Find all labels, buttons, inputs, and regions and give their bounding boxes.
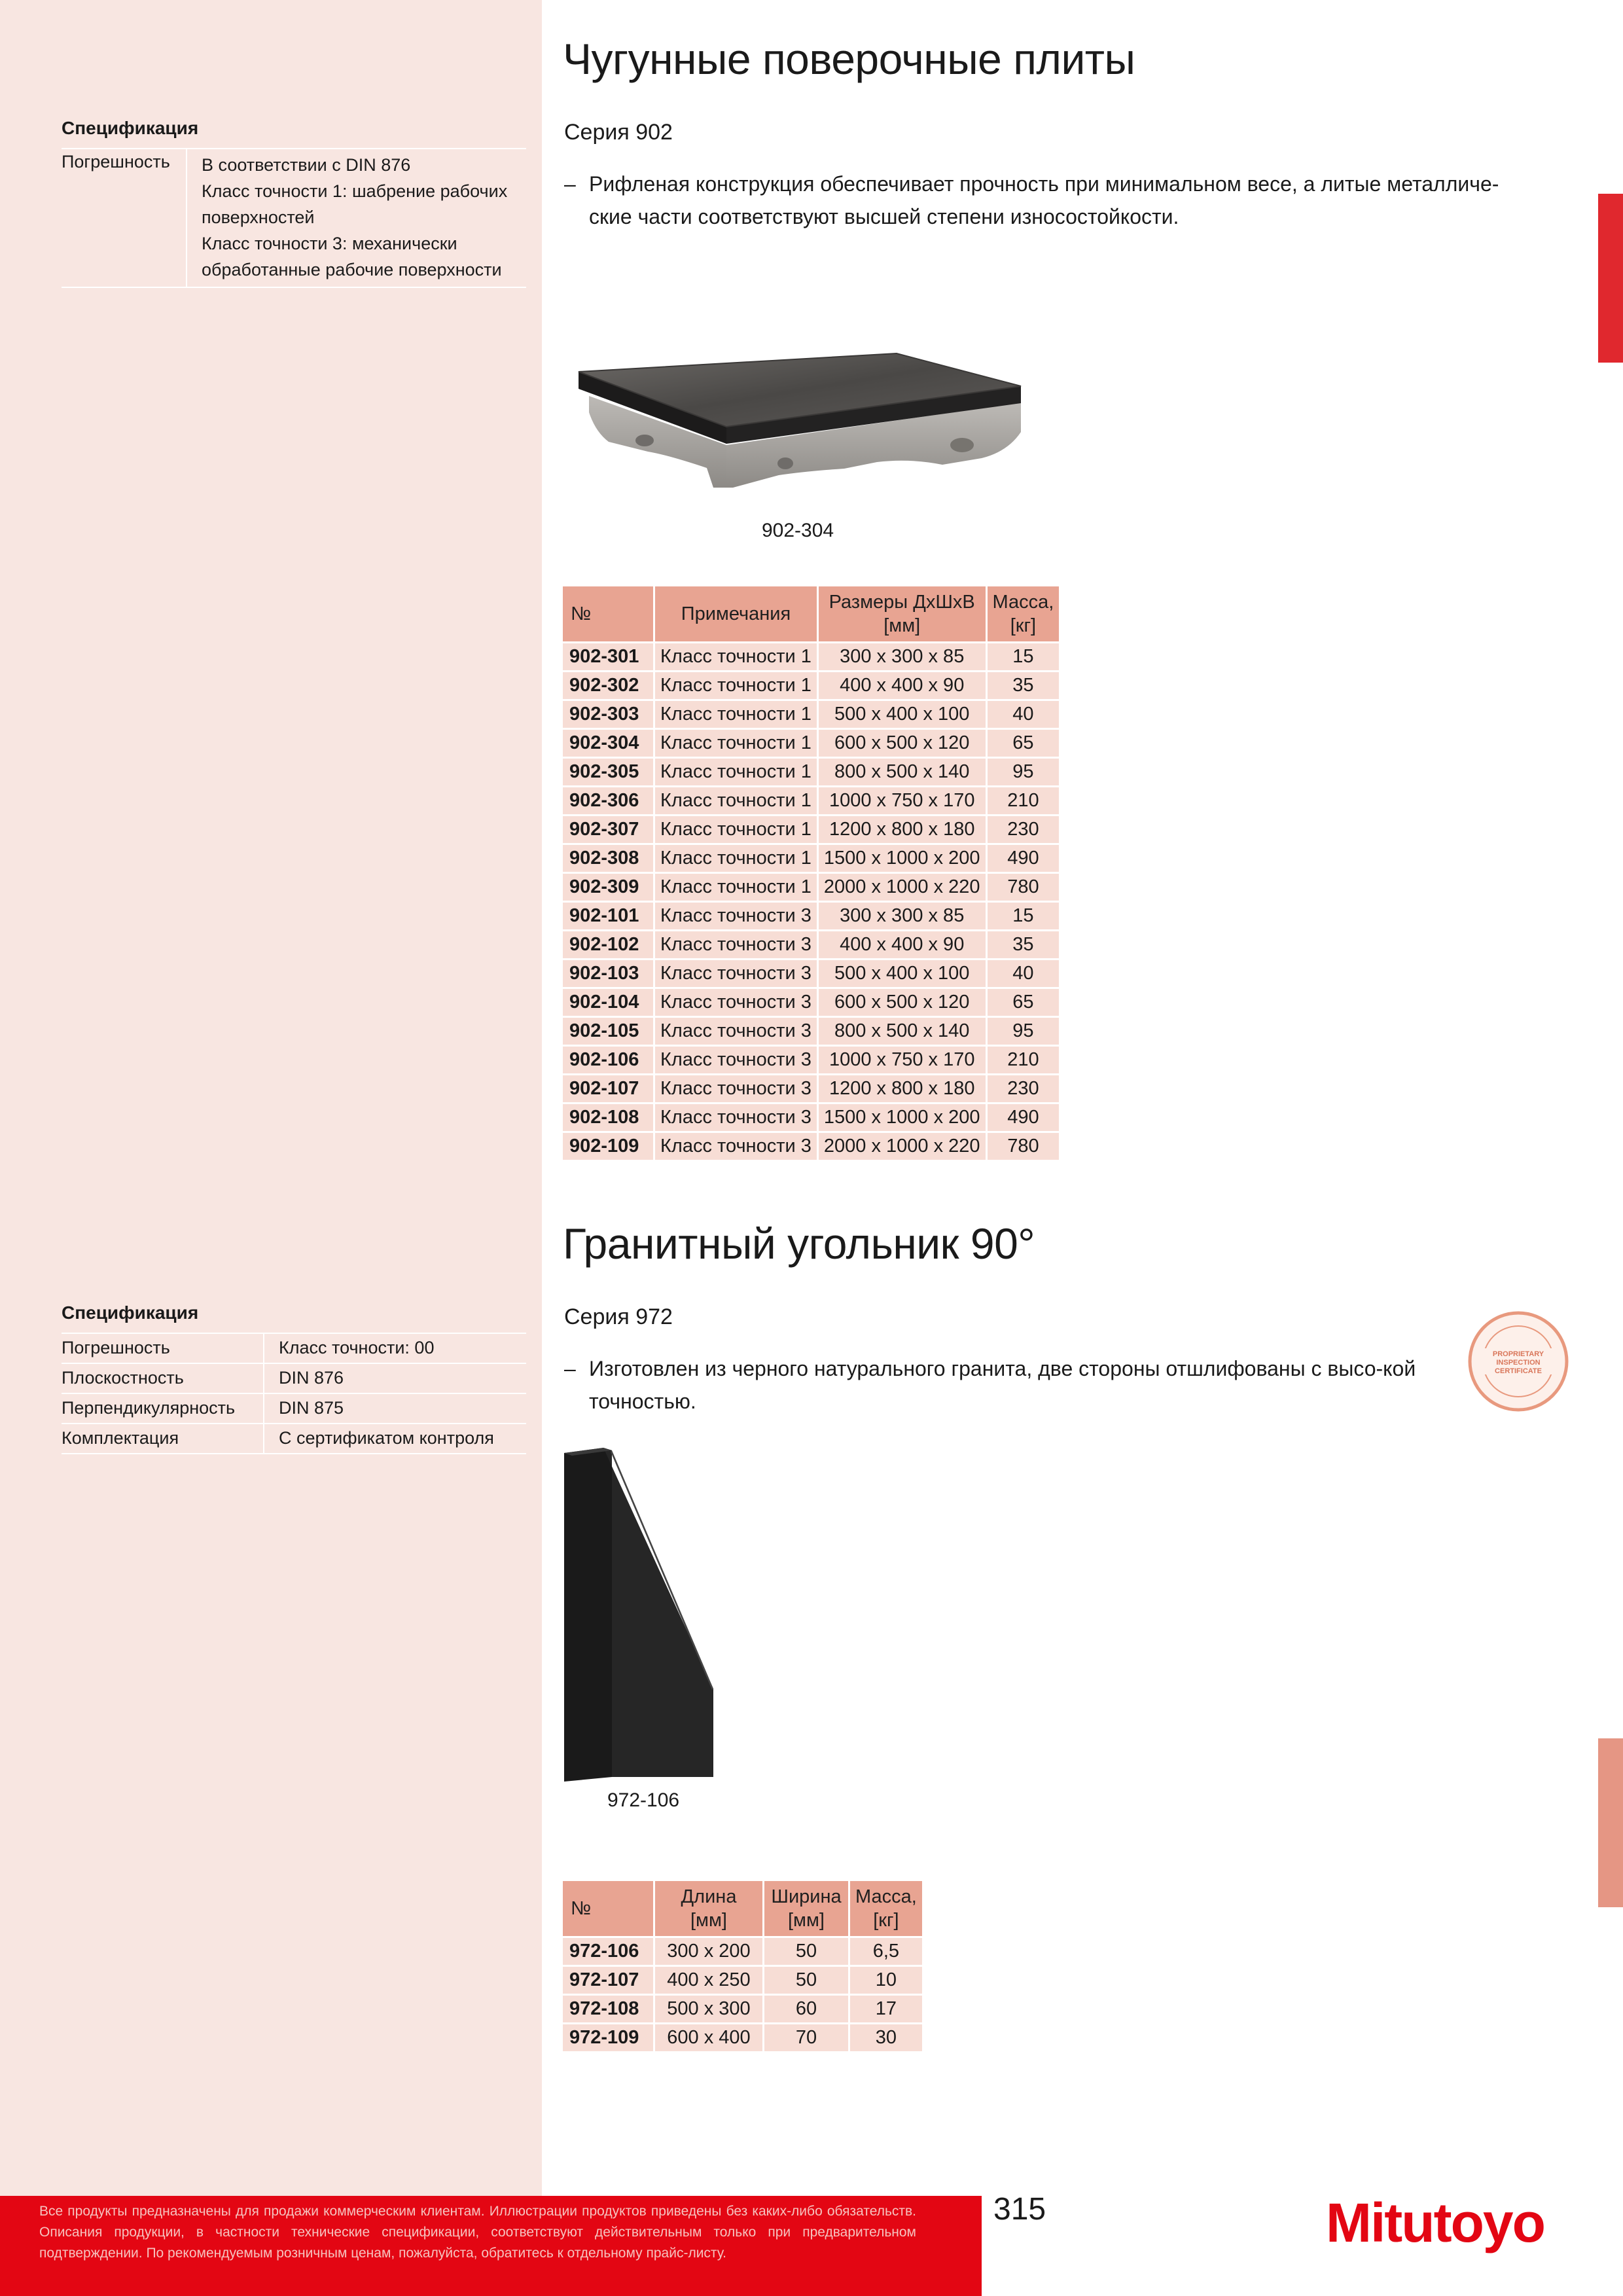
table-cell: Класс точности 3 [654, 1132, 818, 1161]
table-cell: 902-305 [563, 758, 654, 787]
table-row [563, 931, 1060, 960]
table-cell: 400 x 400 x 90 [817, 672, 986, 700]
col-header-line: Размеры ДхШхВ [829, 592, 975, 613]
table-cell: 2000 x 1000 x 220 [817, 873, 986, 902]
spec-key: Перпендикулярность [62, 1398, 236, 1418]
product-table-902 [563, 586, 1061, 1162]
table-row [563, 1132, 1060, 1161]
table-cell: 902-108 [563, 1103, 654, 1132]
table-cell: 902-302 [563, 672, 654, 700]
mitutoyo-logo: Mitutoyo [1326, 2192, 1544, 2253]
col-header-width [764, 1881, 849, 1937]
spec-value: DIN 876 [263, 1364, 344, 1393]
table-row [563, 729, 1060, 758]
table-cell: 972-109 [563, 2024, 654, 2053]
description-text: Рифленая конструкция обеспечивает прочность при минимальном весе, а литые металличе-ские части соответствуют высшей степени износостойкости. [589, 172, 1499, 228]
table-row [563, 1046, 1060, 1075]
footer-disclaimer-text: Все продукты предназначены для продажи коммерческим клиентам. Иллюстрации продуктов приведены без каких-либо обязательств. Описания продукции, в частности технические спецификации, соответствуют действительным только при предварительном подтверждении. По рекомендуемым розничным ценам, пожалуйста, обратитесь к отдельному прайс-листу. [39, 2204, 916, 2261]
col-header-line: [мм] [788, 1910, 825, 1931]
table-cell: 972-107 [563, 1966, 654, 1995]
table-row [563, 1937, 923, 1966]
table-cell: 6,5 [849, 1937, 923, 1966]
section-title-granite-square: Гранитный угольник 90° [563, 1219, 1035, 1268]
table-cell: Класс точности 1 [654, 816, 818, 844]
inspection-certificate-stamp-icon [1466, 1309, 1571, 1414]
table-cell: 95 [986, 1017, 1060, 1046]
table-row [563, 643, 1060, 672]
granite-square-image [563, 1446, 720, 1787]
table-cell: 10 [849, 1966, 923, 1995]
chapter-tab-marker [1598, 194, 1623, 363]
table-cell: 400 x 400 x 90 [817, 931, 986, 960]
product-description [564, 168, 1533, 233]
table-cell: 30 [849, 2024, 923, 2053]
list-dash: – [564, 1357, 576, 1380]
table-row [563, 1995, 923, 2024]
table-cell: Класс точности 1 [654, 729, 818, 758]
table-cell: 490 [986, 1103, 1060, 1132]
table-row [563, 873, 1060, 902]
col-header-number: № [563, 586, 654, 643]
table-row [563, 758, 1060, 787]
table-cell: 500 x 300 [654, 1995, 764, 2024]
table-cell: 230 [986, 816, 1060, 844]
table-cell: Класс точности 1 [654, 700, 818, 729]
table-row [563, 1103, 1060, 1132]
table-row [563, 700, 1060, 729]
table-cell: 902-304 [563, 729, 654, 758]
spec-row [62, 1394, 526, 1424]
cast-iron-plate-image [569, 347, 1027, 504]
table-cell: Класс точности 3 [654, 1017, 818, 1046]
stamp-line: PROPRIETARY [1492, 1350, 1544, 1358]
table-body [563, 643, 1060, 1161]
table-cell: 902-308 [563, 844, 654, 873]
table-cell: 230 [986, 1075, 1060, 1103]
table-cell: 2000 x 1000 x 220 [817, 1132, 986, 1161]
table-row [563, 1017, 1060, 1046]
table-cell: 300 x 300 x 85 [817, 643, 986, 672]
table-cell: 800 x 500 x 140 [817, 758, 986, 787]
table-cell: 780 [986, 873, 1060, 902]
table-cell: Класс точности 1 [654, 643, 818, 672]
table-row [563, 1075, 1060, 1103]
table-cell: 490 [986, 844, 1060, 873]
col-header-mass [986, 586, 1060, 643]
table-cell: 400 x 250 [654, 1966, 764, 1995]
table-cell: 902-309 [563, 873, 654, 902]
table-cell: 780 [986, 1132, 1060, 1161]
table-cell: 902-101 [563, 902, 654, 931]
table-cell: Класс точности 3 [654, 1075, 818, 1103]
table-cell: Класс точности 3 [654, 1046, 818, 1075]
description-text: Изготовлен из черного натурального гранита, две стороны отшлифованы с высо-кой точностью. [589, 1357, 1416, 1413]
spec-key: Плоскостность [62, 1368, 184, 1388]
table-cell: 1500 x 1000 x 200 [817, 844, 986, 873]
table-row [563, 902, 1060, 931]
table-cell: Класс точности 3 [654, 988, 818, 1017]
table-cell: 1500 x 1000 x 200 [817, 1103, 986, 1132]
spec-value: DIN 875 [263, 1394, 344, 1423]
table-cell: 210 [986, 1046, 1060, 1075]
col-header-notes: Примечания [654, 586, 818, 643]
spec-block-902 [62, 118, 526, 288]
stamp-line: INSPECTION [1496, 1359, 1541, 1367]
spec-value-line: поверхностей [202, 207, 315, 227]
footer-disclaimer-bar [0, 2196, 982, 2296]
col-header-line: [мм] [883, 615, 921, 636]
col-header-line: [кг] [1010, 615, 1037, 636]
spec-title: Спецификация [62, 118, 199, 138]
product-table-972 [563, 1881, 924, 2053]
table-cell: 972-108 [563, 1995, 654, 2024]
table-cell: 1200 x 800 x 180 [817, 816, 986, 844]
table-cell: 35 [986, 672, 1060, 700]
table-cell: 600 x 500 x 120 [817, 988, 986, 1017]
table-cell: 40 [986, 960, 1060, 988]
table-cell: Класс точности 1 [654, 672, 818, 700]
series-label: Серия 902 [564, 120, 673, 145]
spec-key: Комплектация [62, 1428, 179, 1448]
stamp-line: CERTIFICATE [1495, 1367, 1542, 1375]
table-row [563, 816, 1060, 844]
col-header-dimensions [817, 586, 986, 643]
table-cell: 15 [986, 902, 1060, 931]
table-header-row [563, 586, 1060, 643]
table-cell: 1000 x 750 x 170 [817, 787, 986, 816]
table-cell: Класс точности 1 [654, 758, 818, 787]
table-cell: 902-104 [563, 988, 654, 1017]
table-cell: 35 [986, 931, 1060, 960]
table-cell: 50 [764, 1937, 849, 1966]
table-row [563, 787, 1060, 816]
spec-row [62, 1333, 526, 1364]
col-header-mass [849, 1881, 923, 1937]
table-cell: 902-107 [563, 1075, 654, 1103]
table-cell: 500 x 400 x 100 [817, 960, 986, 988]
spec-row [62, 1364, 526, 1394]
table-cell: 500 x 400 x 100 [817, 700, 986, 729]
col-header-line: Ширина [771, 1886, 842, 1907]
table-body [563, 1937, 923, 2053]
table-header-row [563, 1881, 923, 1937]
table-row [563, 1966, 923, 1995]
table-cell: 70 [764, 2024, 849, 2053]
table-cell: 902-105 [563, 1017, 654, 1046]
spec-row-accuracy [62, 148, 526, 288]
table-row [563, 960, 1060, 988]
table-cell: Класс точности 3 [654, 1103, 818, 1132]
table-cell: 40 [986, 700, 1060, 729]
spec-row [62, 1424, 526, 1454]
table-cell: 95 [986, 758, 1060, 787]
series-label: Серия 972 [564, 1304, 673, 1329]
product-description [564, 1352, 1428, 1418]
table-cell: 600 x 500 x 120 [817, 729, 986, 758]
table-row [563, 988, 1060, 1017]
left-sidebar-panel [0, 0, 542, 2196]
table-row [563, 2024, 923, 2053]
table-cell: Класс точности 1 [654, 844, 818, 873]
table-cell: 800 x 500 x 140 [817, 1017, 986, 1046]
table-cell: Класс точности 1 [654, 787, 818, 816]
spec-key: Погрешность [62, 1338, 170, 1357]
table-cell: 300 x 300 x 85 [817, 902, 986, 931]
page-number: 315 [993, 2192, 1046, 2227]
table-cell: 902-103 [563, 960, 654, 988]
table-cell: 15 [986, 643, 1060, 672]
table-cell: 50 [764, 1966, 849, 1995]
table-cell: 17 [849, 1995, 923, 2024]
image-caption: 902-304 [762, 520, 834, 541]
image-caption: 972-106 [607, 1789, 680, 1811]
spec-value-line: обработанные рабочие поверхности [202, 260, 502, 279]
table-cell: Класс точности 1 [654, 873, 818, 902]
chapter-tab-marker [1598, 1738, 1623, 1907]
spec-value-line: Класс точности 1: шабрение рабочих [202, 181, 508, 201]
spec-value: С сертификатом контроля [263, 1424, 494, 1453]
table-cell: 902-301 [563, 643, 654, 672]
table-cell: 60 [764, 1995, 849, 2024]
table-cell: 902-303 [563, 700, 654, 729]
table-cell: 210 [986, 787, 1060, 816]
table-cell: Класс точности 3 [654, 902, 818, 931]
table-cell: 902-307 [563, 816, 654, 844]
table-cell: 1000 x 750 x 170 [817, 1046, 986, 1075]
spec-value: Класс точности: 00 [263, 1334, 434, 1363]
table-row [563, 844, 1060, 873]
table-cell: 902-106 [563, 1046, 654, 1075]
list-dash: – [564, 172, 576, 196]
col-header-line: Масса, [992, 592, 1054, 613]
table-cell: 600 x 400 [654, 2024, 764, 2053]
spec-title: Спецификация [62, 1302, 199, 1323]
table-cell: 902-102 [563, 931, 654, 960]
table-cell: 300 x 200 [654, 1937, 764, 1966]
table-cell: 972-106 [563, 1937, 654, 1966]
table-cell: Класс точности 3 [654, 960, 818, 988]
table-row [563, 672, 1060, 700]
section-title-cast-iron-plates: Чугунные поверочные плиты [563, 35, 1135, 83]
col-header-length: Длина [мм] [654, 1881, 764, 1937]
table-cell: 65 [986, 729, 1060, 758]
spec-key: Погрешность [62, 152, 170, 171]
table-cell: 65 [986, 988, 1060, 1017]
spec-value-line: В соответствии с DIN 876 [202, 155, 411, 175]
col-header-line: Масса, [855, 1886, 917, 1907]
spec-block-972 [62, 1302, 526, 1454]
spec-value [186, 149, 507, 287]
table-cell: 902-306 [563, 787, 654, 816]
table-cell: Класс точности 3 [654, 931, 818, 960]
table-cell: 902-109 [563, 1132, 654, 1161]
col-header-number: № [563, 1881, 654, 1937]
col-header-line: [кг] [873, 1910, 899, 1931]
table-cell: 1200 x 800 x 180 [817, 1075, 986, 1103]
spec-value-line: Класс точности 3: механически [202, 234, 457, 253]
